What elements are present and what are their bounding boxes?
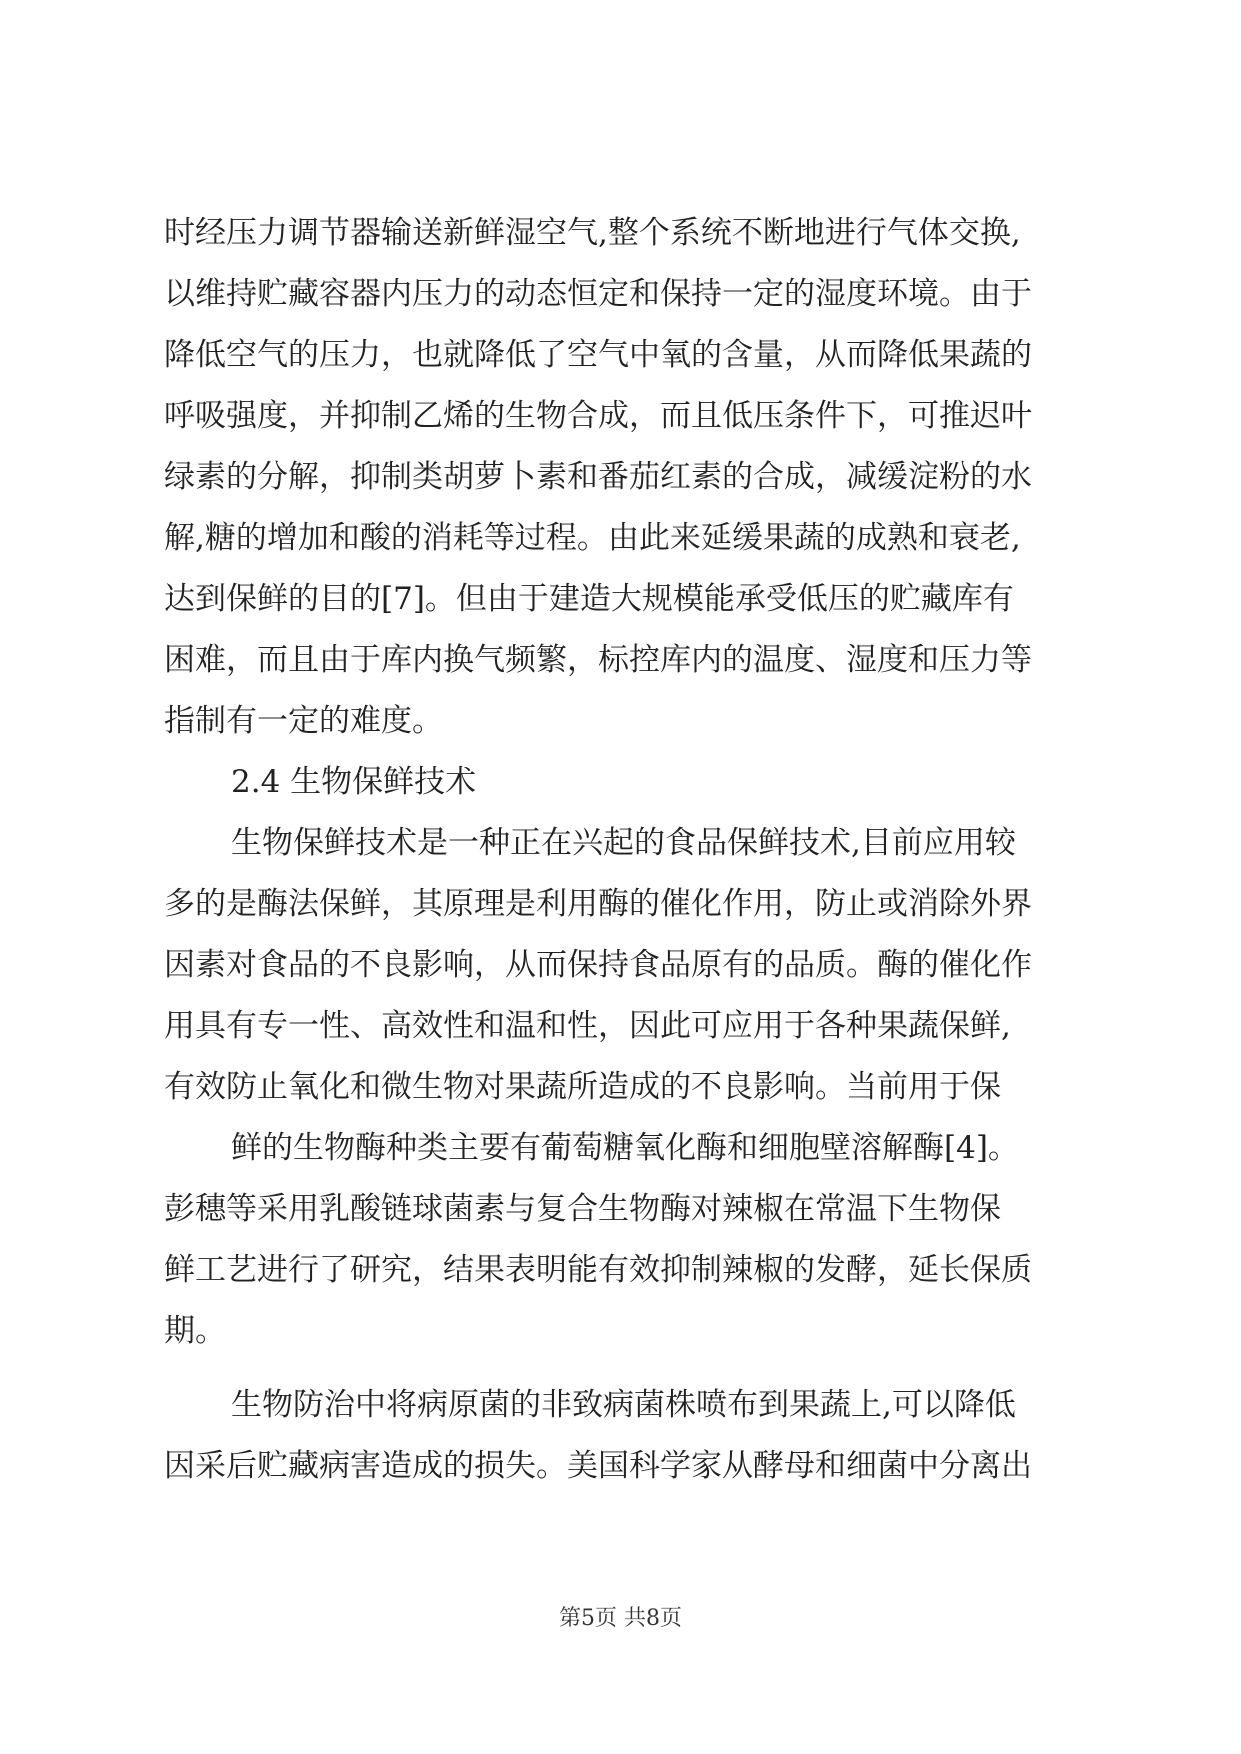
body-line: 解,糖的增加和酸的消耗等过程。由此来延缓果蔬的成熟和衰老, <box>164 520 1021 556</box>
body-line: 时经压力调节器输送新鲜湿空气,整个系统不断地进行气体交换, <box>164 215 1021 251</box>
body-line: 有效防止氧化和微生物对果蔬所造成的不良影响。当前用于保 <box>164 1069 1001 1105</box>
body-line: 因素对食品的不良影响，从而保持食品原有的品质。酶的催化作 <box>164 947 1032 983</box>
body-line: 达到保鲜的目的[7]。但由于建造大规模能承受低压的贮藏库有 <box>164 581 1014 617</box>
body-line: 生物保鲜技术是一种正在兴起的食品保鲜技术,目前应用较 <box>231 825 1016 861</box>
body-line: 呼吸强度，并抑制乙烯的生物合成，而且低压条件下，可推迟叶 <box>164 398 1032 434</box>
body-line: 生物防治中将病原菌的非致病菌株喷布到果蔬上,可以降低 <box>231 1387 1016 1423</box>
body-line: 彭穗等采用乳酸链球菌素与复合生物酶对辣椒在常温下生物保 <box>164 1191 1001 1227</box>
body-line: 指制有一定的难度。 <box>164 703 443 739</box>
body-line: 鲜的生物酶种类主要有葡萄糖氧化酶和细胞壁溶解酶[4]。 <box>231 1130 1019 1166</box>
page-number-footer: 第5页 共8页 <box>559 1606 682 1631</box>
body-line: 期。 <box>164 1313 226 1349</box>
section-heading: 2.4 生物保鲜技术 <box>231 764 477 800</box>
body-line: 以维持贮藏容器内压力的动态恒定和保持一定的湿度环境。由于 <box>164 276 1032 312</box>
body-line: 绿素的分解，抑制类胡萝卜素和番茄红素的合成，减缓淀粉的水 <box>164 459 1032 495</box>
body-line: 降低空气的压力，也就降低了空气中氧的含量，从而降低果蔬的 <box>164 337 1032 373</box>
body-line: 困难，而且由于库内换气频繁，标控库内的温度、湿度和压力等 <box>164 642 1032 678</box>
body-line: 多的是酶法保鲜，其原理是利用酶的催化作用，防止或消除外界 <box>164 886 1032 922</box>
body-line: 鲜工艺进行了研究，结果表明能有效抑制辣椒的发酵，延长保质 <box>164 1252 1032 1288</box>
body-line: 因采后贮藏病害造成的损失。美国科学家从酵母和细菌中分离出 <box>164 1448 1032 1484</box>
body-line: 用具有专一性、高效性和温和性，因此可应用于各种果蔬保鲜, <box>164 1008 1011 1044</box>
